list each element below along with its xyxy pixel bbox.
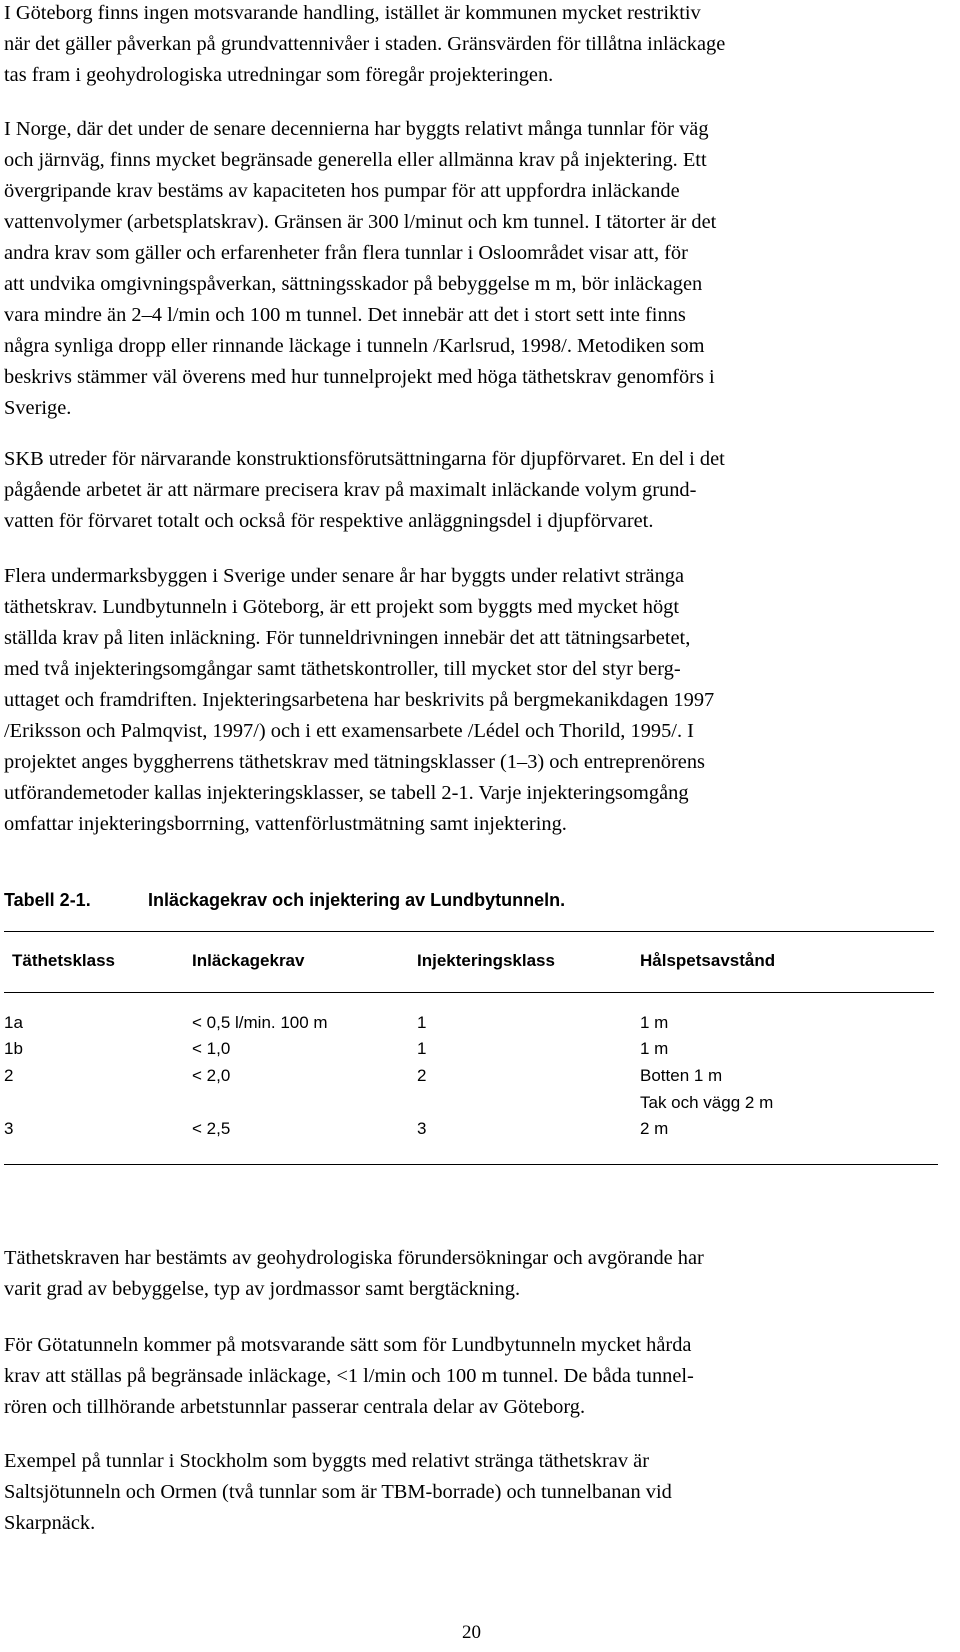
table-cell: Botten 1 m [640, 1066, 723, 1085]
text-line: utförandemetoder kallas injekteringsklasser, se tabell 2-1. Varje injekteringsomgång [4, 782, 689, 804]
table-title: Inläckagekrav och injektering av Lundbytunneln. [148, 890, 566, 910]
text-line: Skarpnäck. [4, 1512, 96, 1534]
table-cell: < 0,5 l/min. 100 m [192, 1013, 328, 1032]
text-line: I Göteborg finns ingen motsvarande handling, istället är kommunen mycket restriktiv [4, 2, 701, 24]
table-cell: < 2,5 [192, 1119, 231, 1138]
text-line: projektet anges byggherrens täthetskrav med tätningsklasser (1–3) och entreprenörens [4, 751, 705, 773]
table-cell: 1b [4, 1039, 23, 1058]
text-line: ställda krav på liten inläckning. För tunneldrivningen innebär det att tätningsarbetet, [4, 627, 691, 649]
text-line: Täthetskraven har bestämts av geohydrologiska förundersökningar och avgörande har [4, 1247, 704, 1269]
text-line: Saltsjötunneln och Ormen (två tunnlar som är TBM-borrade) och tunnelbanan vid [4, 1481, 672, 1503]
text-line: Exempel på tunnlar i Stockholm som byggts med relativt stränga täthetskrav är [4, 1450, 649, 1472]
table-cell: 1a [4, 1013, 23, 1032]
table-cell: 1 m [640, 1039, 669, 1058]
table-cell: 2 m [640, 1119, 669, 1138]
text-line: tas fram i geohydrologiska utredningar som föregår projekteringen. [4, 64, 554, 86]
table-header-rule [4, 992, 934, 993]
text-line: vattenvolymer (arbetsplatskrav). Gränsen är 300 l/minut och km tunnel. I tätorter är det [4, 211, 717, 233]
paragraph-goteborg [4, 0, 725, 91]
table-header-tathetsklass: Täthetsklass [12, 951, 115, 970]
table-cell: 1 [417, 1013, 427, 1032]
text-line: täthetskrav. Lundbytunneln i Göteborg, är ett projekt som byggts med mycket högt [4, 596, 680, 618]
paragraph-tathetskraven [4, 1243, 704, 1305]
text-line: varit grad av bebyggelse, typ av jordmassor samt bergtäckning. [4, 1278, 521, 1300]
table-header-injekteringsklass: Injekteringsklass [417, 951, 555, 970]
text-line: pågående arbetet är att närmare precisera krav på maximalt inläckande volym grund- [4, 479, 697, 501]
text-line: /Eriksson och Palmqvist, 1997/) och i ett examensarbete /Lédel och Thorild, 1995/. I [4, 720, 694, 742]
text-line: några synliga dropp eller rinnande läckage i tunneln /Karlsrud, 1998/. Metodiken som [4, 335, 705, 357]
table-bottom-rule [4, 1164, 938, 1165]
text-line: att undvika omgivningspåverkan, sättningsskador på bebyggelse m m, bör inläckagen [4, 273, 703, 295]
table-top-rule [4, 931, 934, 932]
table-cell: Tak och vägg 2 m [640, 1093, 774, 1112]
text-line: andra krav som gäller och erfarenheter från flera tunnlar i Osloområdet visar att, för [4, 242, 688, 264]
table-cell: 2 [417, 1066, 427, 1085]
table-cell: < 2,0 [192, 1066, 231, 1085]
table-cell: 3 [4, 1119, 14, 1138]
text-line: rören och tillhörande arbetstunnlar passerar centrala delar av Göteborg. [4, 1396, 586, 1418]
text-line: vara mindre än 2–4 l/min och 100 m tunnel. Det innebär att det i stort sett inte finns [4, 304, 686, 326]
table-header-halspetsavstand: Hålspetsavstånd [640, 951, 776, 970]
text-line: Flera undermarksbyggen i Sverige under senare år har byggts under relativt stränga [4, 565, 685, 587]
paragraph-norge [4, 114, 716, 424]
text-line: beskrivs stämmer väl överens med hur tunnelprojekt med höga täthetskrav genomförs i [4, 366, 715, 388]
text-line: med två injekteringsomgångar samt täthetskontroller, till mycket stor del styr berg- [4, 658, 681, 680]
text-line: SKB utreder för närvarande konstruktionsförutsättningarna för djupförvaret. En del i det [4, 448, 725, 470]
text-line: vatten för förvaret totalt och också för respektive anläggningsdel i djupförvaret. [4, 510, 654, 532]
paragraph-stockholm [4, 1446, 672, 1539]
text-line: omfattar injekteringsborrning, vattenförlustmätning samt injektering. [4, 813, 567, 835]
text-line: uttaget och framdriften. Injekteringsarbetena har beskrivits på bergmekanikdagen 1997 [4, 689, 715, 711]
page-number: 20 [462, 1622, 481, 1643]
text-line: när det gäller påverkan på grundvattennivåer i staden. Gränsvärden för tillåtna inläckage [4, 33, 726, 55]
text-line: övergripande krav bestäms av kapaciteten hos pumpar för att uppfordra inläckande [4, 180, 680, 202]
table-cell: 2 [4, 1066, 14, 1085]
table-header-inlackagekrav: Inläckagekrav [192, 951, 305, 970]
paragraph-skb [4, 444, 725, 537]
text-line: Sverige. [4, 397, 72, 419]
text-line: krav att ställas på begränsade inläckage, <1 l/min och 100 m tunnel. De båda tunnel- [4, 1365, 694, 1387]
paragraph-lundbytunneln [4, 561, 714, 840]
text-line: I Norge, där det under de senare decennierna har byggts relativt många tunnlar för väg [4, 118, 709, 140]
table-cell: 1 [417, 1039, 427, 1058]
table-cell: 3 [417, 1119, 427, 1138]
table-number: Tabell 2-1. [4, 890, 91, 910]
table-cell: < 1,0 [192, 1039, 231, 1058]
paragraph-gotatunneln [4, 1330, 694, 1423]
table-cell: 1 m [640, 1013, 669, 1032]
text-line: och järnväg, finns mycket begränsade generella eller allmänna krav på injektering. Ett [4, 149, 707, 171]
text-line: För Götatunneln kommer på motsvarande sätt som för Lundbytunneln mycket hårda [4, 1334, 692, 1356]
